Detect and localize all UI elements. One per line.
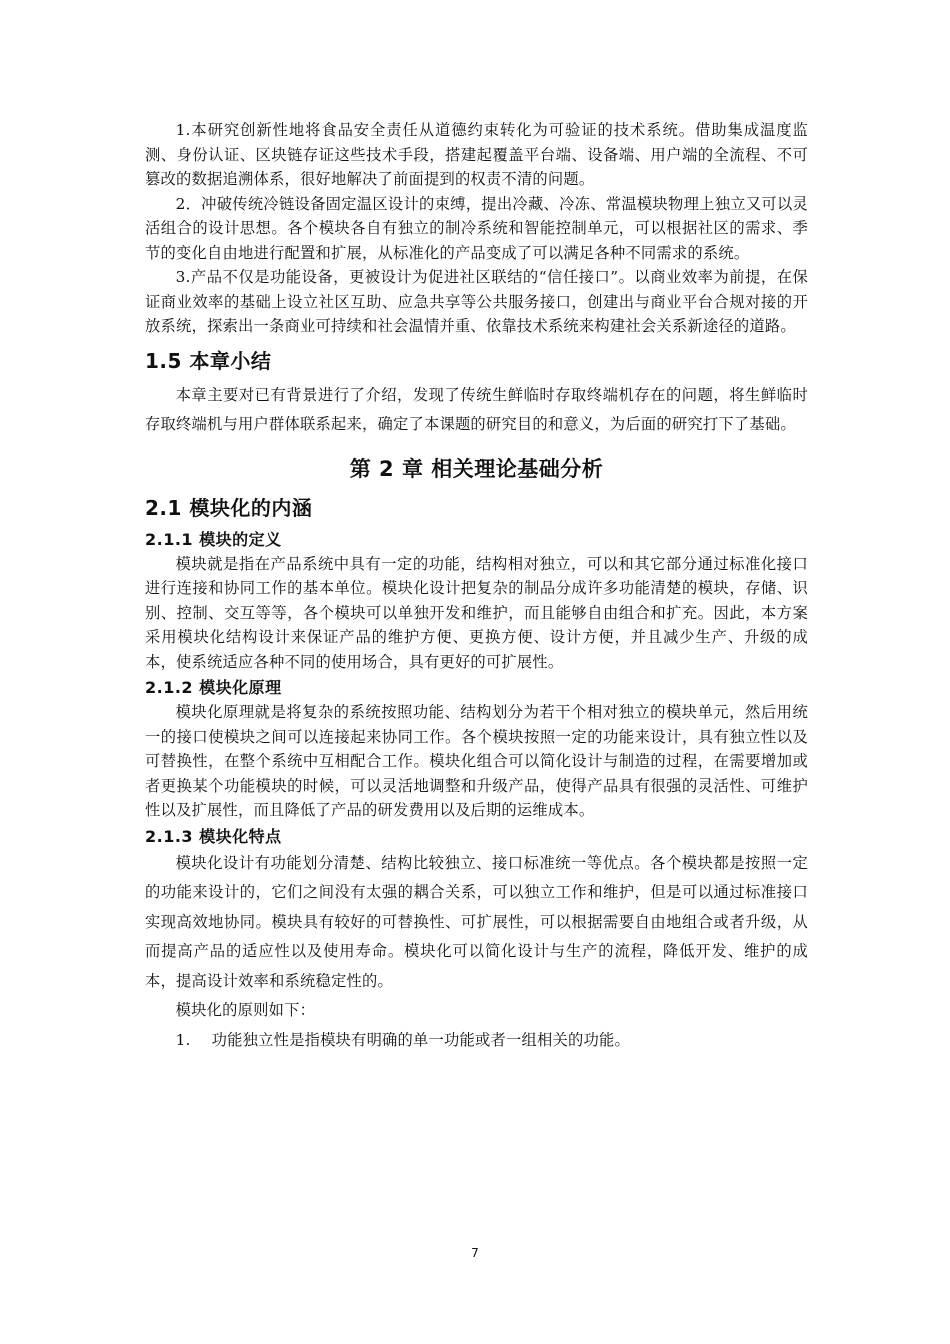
subsection-2-1-3-body: 模块化设计有功能划分清楚、结构比较独立、接口标准统一等优点。各个模块都是按照一定的功能来设计的，它们之间没有太强的耦合关系，可以独立工作和维护，但是可以通过标准接口实现高效地协同。模块具有较好的可替换性、可扩展性，可以根据需要自由地组合或者升级，从而提高产品的适应性以及使用寿命。模块化可以简化设计与生产的流程，降低开发、维护的成本，提高设计效率和系统稳定性的。 (145, 853, 808, 990)
list-item-text: 功能独立性是指模块有明确的单一功能或者一组相关的功能。 (211, 1030, 631, 1049)
intro-paragraph-2: 2．冲破传统冷链设备固定温区设计的束缚，提出冷藏、冷冻、常温模块物理上独立又可以灵活组合的设计思想。各个模块各自有独立的制冷系统和智能控制单元，可以根据社区的需求、季节的变化自由地进行配置和扩展，从标准化的产品变成了可以满足各种不同需求的系统。 (145, 194, 808, 262)
list-item-number: 1. (175, 1030, 191, 1049)
subsection-heading-2-1-2: 2.1.2 模块化原理 (145, 678, 282, 697)
subsection-heading-2-1-1: 2.1.1 模块的定义 (145, 529, 282, 549)
page-number: 7 (471, 1246, 479, 1260)
intro-paragraph-1: 1.本研究创新性地将食品安全责任从道德约束转化为可验证的技术系统。借助集成温度监测、身份认证、区块链存证这些技术手段，搭建起覆盖平台端、设备端、用户端的全流程、不可篡改的数据追溯体系，很好地解决了前面提到的权责不清的问题。 (145, 121, 808, 188)
principle-list-item-1 (145, 1026, 808, 1056)
section-heading-1-5: 1.5 本章小结 (145, 348, 272, 373)
document-page (145, 118, 808, 1055)
section-1-5-body: 本章主要对已有背景进行了介绍，发现了传统生鲜临时存取终端机存在的问题，将生鲜临时存取终端机与用户群体联系起来，确定了本课题的研究目的和意义，为后面的研究打下了基础。 (145, 385, 808, 433)
section-heading-2-1: 2.1 模块化的内涵 (145, 495, 313, 520)
intro-paragraph-3: 3.产品不仅是功能设备，更被设计为促进社区联结的“信任接口”。以商业效率为前提，在保证商业效率的基础上设立社区互助、应急共享等公共服务接口，创建出与商业平台合规对接的开放系统，探索出一条商业可持续和社会温情并重、依靠技术系统来构建社会关系新途径的道路。 (145, 268, 808, 335)
subsection-2-1-2-body: 模块化原理就是将复杂的系统按照功能、结构划分为若干个相对独立的模块单元，然后用统一的接口使模块之间可以连接起来协同工作。各个模块按照一定的功能来设计，具有独立性以及可替换性，在整个系统中互相配合工作。模块化组合可以简化设计与制造的过程，在需要增加或者更换某个功能模块的时候，可以灵活地调整和升级产品，使得产品具有很强的灵活性、可维护性以及扩展性，而且降低了产品的研发费用以及后期的运维成本。 (145, 703, 808, 819)
subsection-heading-2-1-3: 2.1.3 模块化特点 (145, 826, 282, 846)
chapter-2-title: 第 2 章 相关理论基础分析 (349, 456, 604, 481)
principles-intro: 模块化的原则如下： (175, 1001, 316, 1019)
subsection-2-1-1-body: 模块就是指在产品系统中具有一定的功能，结构相对独立，可以和其它部分通过标准化接口进行连接和协同工作的基本单位。模块化设计把复杂的制品分成许多功能清楚的模块，存储、识别、控制、交互等等，各个模块可以单独开发和维护，而且能够自由组合和扩充。因此，本方案采用模块化结构设计来保证产品的维护方便、更换方便、设计方便，并且减少生产、升级的成本，使系统适应各种不同的使用场合，具有更好的可扩展性。 (145, 554, 808, 671)
